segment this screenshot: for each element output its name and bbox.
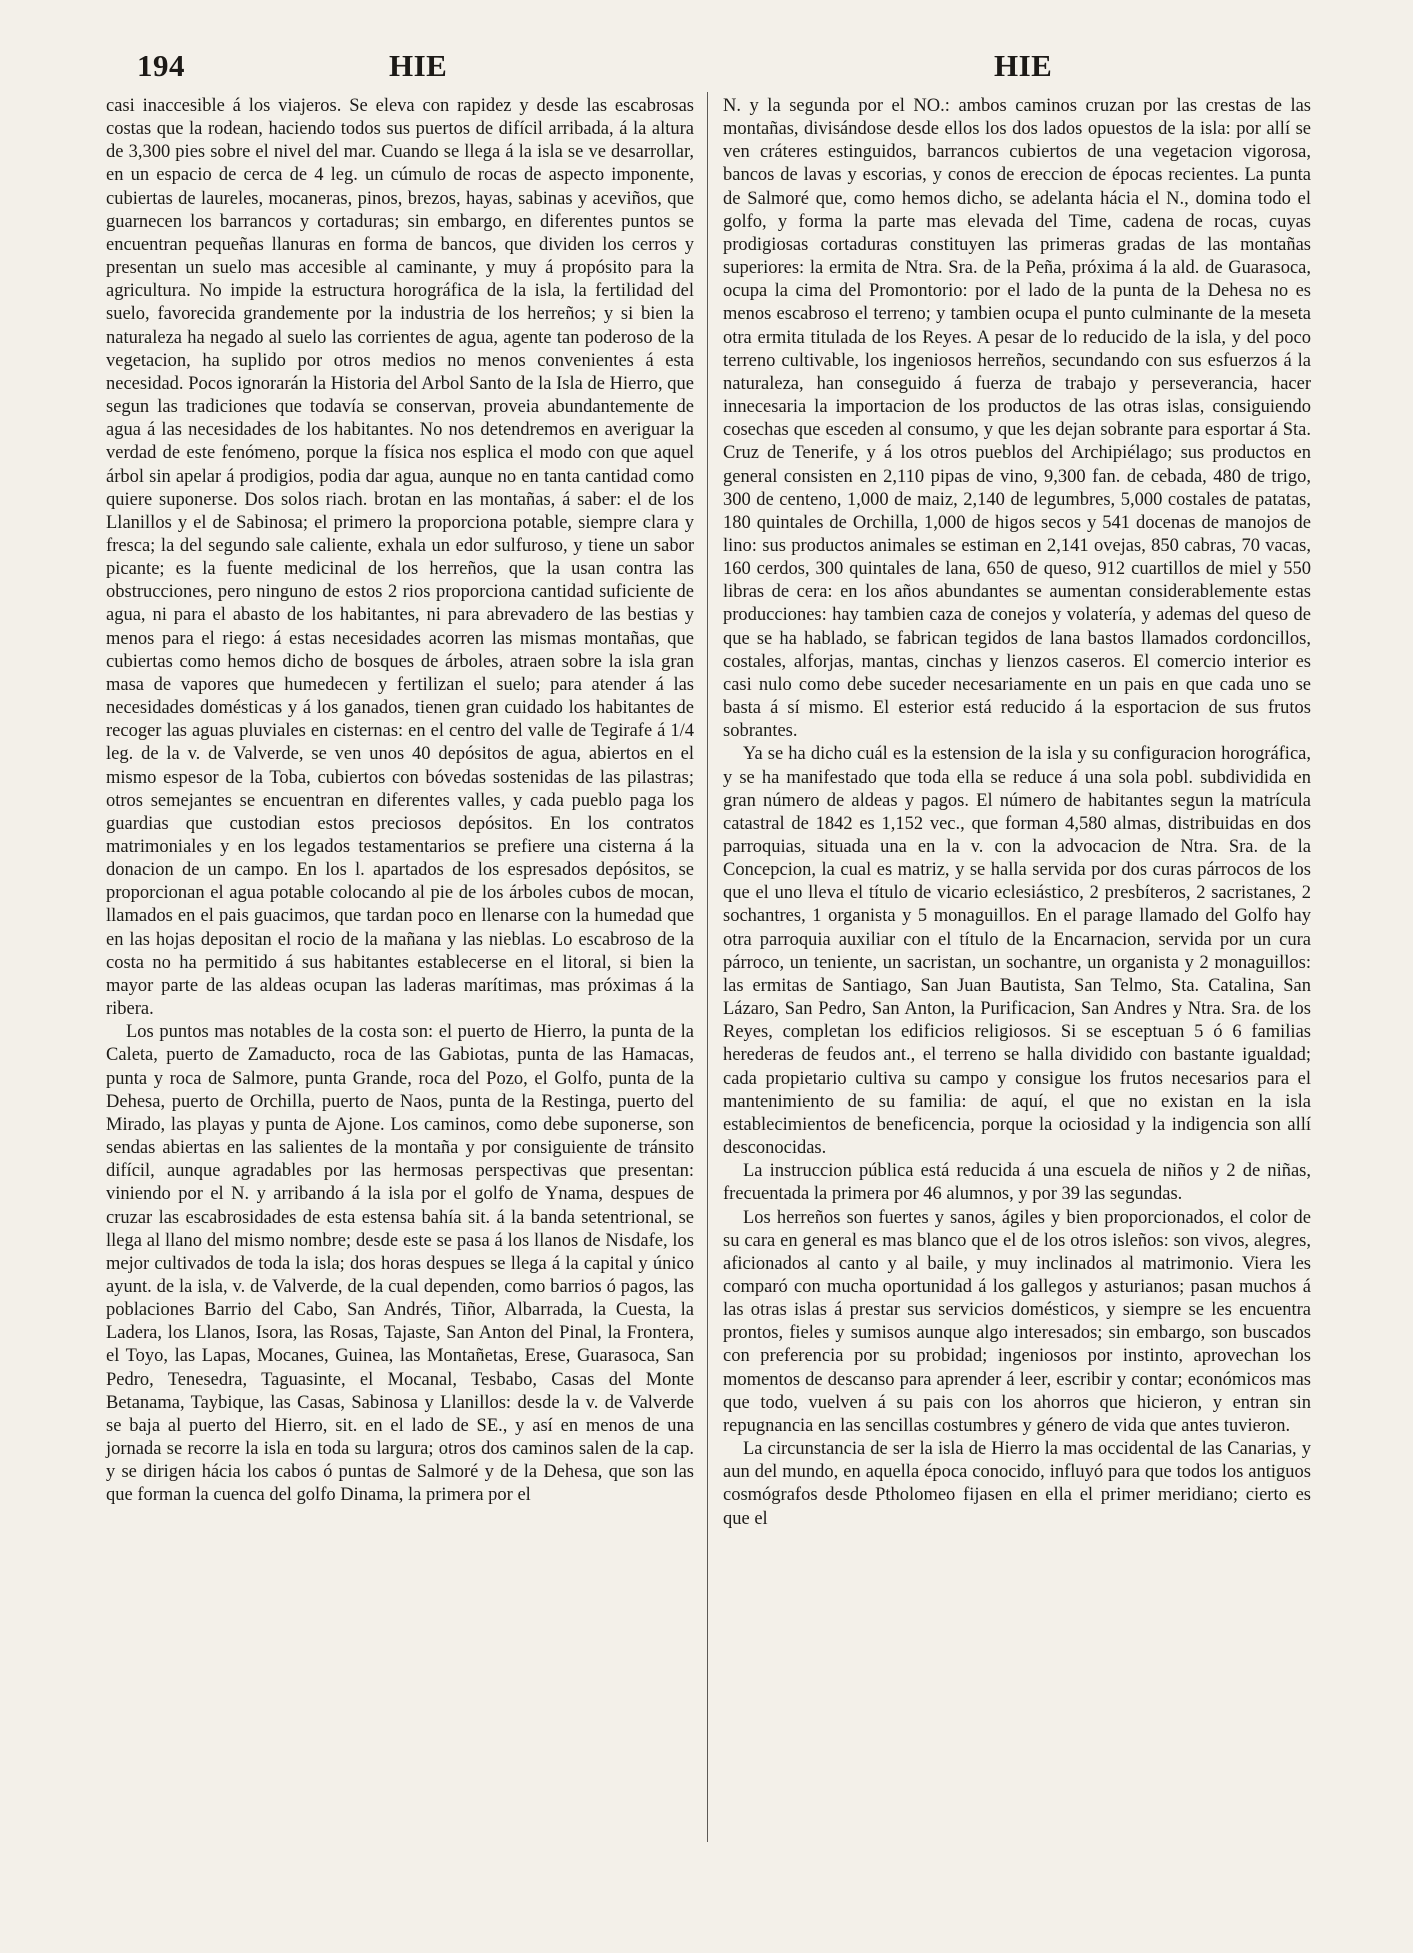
paragraph: La circunstancia de ser la isla de Hierro la mas occidental de las Canarias, y aun del mundo, en aquella época conocido, influyó para que todos los antiguos cosmógrafos desde Ptholomeo fijasen en ella el primer meridiano; cierto es que el <box>723 1439 1311 1529</box>
paragraph: La instruccion pública está reducida á una escuela de niños y 2 de niñas, frecuentada la primera por 46 alumnos, y por 39 las segundas. <box>723 1161 1311 1205</box>
paragraph: Los herreños son fuertes y sanos, ágiles y bien proporcionados, el color de su cara en general es mas blanco que el de los otros isleños: son vivos, alegres, aficionados al canto y al baile, y muy inclinados al matrimonio. Viera les comparó con mucha oportunidad á los gallegos y asturianos; pasan muchos á las otras islas á prestar sus servicios domésticos, y siempre se les encuentra prontos, fieles y sumisos aunque algo interesados; sin embargo, son buscados con preferencia por su probidad; ingeniosos por instinto, aprovechan los momentos de descanso para aprender á leer, escribir y contar; económicos mas que todo, vuelven á su pais con los ahorros que hicieron, y entran sin repugnancia en las sencillas costumbres y género de vida que antes tuvieron. <box>723 1207 1311 1436</box>
running-head-left: HIE <box>389 48 448 83</box>
running-head-right: HIE <box>994 48 1053 83</box>
left-column <box>106 95 694 1508</box>
paragraph: N. y la segunda por el NO.: ambos caminos cruzan por las crestas de las montañas, divisándose desde ellos los dos lados opuestos de la isla: por allí se ven cráteres estinguidos, barrancos cubiertos de una vegetacion vigorosa, bancos de lavas y escorias, y conos de ereccion de épocas recientes. La punta de Salmoré que, como hemos dicho, se adelanta hácia el N., domina todo el golfo, y forma la parte mas elevada del Time, cadena de rocas, cuyas prodigiosas cortaduras constituyen las primeras gradas de las montañas superiores: la ermita de Ntra. Sra. de la Peña, próxima á la ald. de Guarasoca, ocupa la cima del Promontorio: por el lado de la punta de la Dehesa no es menos escabroso el terreno; y tambien ocupa el punto culminante de la meseta otra ermita titulada de los Reyes. A pesar de lo reducido de la isla, y del poco terreno cultivable, los ingeniosos herreños, secundando con sus esfuerzos á la naturaleza, han conseguido á fuerza de trabajo y perseverancia, hacer innecesaria la importacion de los productos de las otras islas, consiguiendo cosechas que esceden al consumo, y que les dejan sobrante para esportar á Sta. Cruz de Tenerife, y á los otros pueblos del Archipiélago; sus productos en general consisten en 2,110 pipas de vino, 9,300 fan. de cebada, 480 de trigo, 300 de centeno, 1,000 de maiz, 2,140 de legumbres, 5,000 costales de patatas, 180 quintales de Orchilla, 1,000 de higos secos y 541 docenas de manojos de lino: sus productos animales se estiman en 2,141 ovejas, 850 cabras, 70 vacas, 160 cerdos, 300 quintales de lana, 650 de queso, 912 cuartillos de miel y 550 libras de cera: en los años abundantes se aumentan considerablemente estas producciones: hay tambien caza de conejos y volatería, y ademas del queso de que se ha hablado, se fabrican tegidos de lana bastos llamados cordoncillos, costales, alforjas, mantas, cinchas y lienzos caseros. El comercio interior es casi nulo como debe suceder necesariamente en un pais en que cada uno se basta á sí mismo. El esterior está reducido á la esportacion de sus frutos sobrantes. <box>723 96 1311 742</box>
column-divider <box>707 92 708 1842</box>
paragraph: casi inaccesible á los viajeros. Se eleva con rapidez y desde las escabrosas costas que la rodean, haciendo todos sus puertos de difícil arribada, á la altura de 3,300 pies sobre el nivel del mar. Cuando se llega á la isla se ve desarrollar, en un espacio de cerca de 4 leg. un cúmulo de rocas de aspecto imponente, cubiertas de laureles, mocaneras, pinos, brezos, hayas, sabinas y aceviños, que guarnecen los barrancos y cortaduras; sin embargo, en diferentes puntos se encuentran pequeñas llanuras en forma de bancos, que dividen los cerros y presentan un suelo mas accesible al caminante, y muy á propósito para la agricultura. No impide la estructura horográfica de la isla, la fertilidad del suelo, favorecida grandemente por la industria de los herreños; y si bien la naturaleza ha negado al suelo las corrientes de agua, agente tan poderoso de la vegetacion, ha suplido por otros medios no menos convenientes á esta necesidad. Pocos ignorarán la Historia del Arbol Santo de la Isla de Hierro, que segun las tradiciones que todavía se conservan, proveia abundantemente de agua á las necesidades de los habitantes. No nos detendremos en averiguar la verdad de este fenómeno, porque la física nos esplica el modo con que aquel árbol sin apelar á prodigios, podia dar agua, aunque no en tanta cantidad como quiere suponerse. Dos solos riach. brotan en las montañas, á saber: el de los Llanillos y el de Sabinosa; el primero la proporciona potable, siempre clara y fresca; la del segundo sale caliente, exhala un edor sulfuroso, y tiene un sabor picante; es la fuente medicinal de los herreños, que la usan contra las obstrucciones, pero ninguno de estos 2 rios proporciona cantidad suficiente de agua, ni para el abasto de los habitantes, ni para abrevadero de las bestias y menos para el riego: á estas necesidades acorren las mismas montañas, que cubiertas como hemos dicho de bosques de árboles, atraen sobre la isla gran masa de vapores que humedecen y fertilizan el suelo; para atender á las necesidades domésticas y á los ganados, tienen gran cuidado los habitantes de recoger las aguas pluviales en cisternas: en el centro del valle de Tegirafe á 1/4 leg. de la v. de Valverde, se ven unos 40 depósitos de agua, abiertos en el mismo espesor de la Toba, cubiertos con bóvedas sostenidas de las pilastras; otros semejantes se encuentran en diferentes valles, y cada pueblo paga los guardias que custodian estos preciosos depósitos. En los contratos matrimoniales y en los legados testamentarios se prefiere una cisterna á la donacion de un campo. En los l. apartados de los espresados depósitos, se proporcionan el agua potable colocando al pie de los árboles cubos de mocan, llamados en el pais guacimos, que tardan poco en llenarse con la humedad que en las hojas depositan el rocio de la mañana y las nieblas. Lo escabroso de la costa no ha permitido á sus habitantes establecerse en el litoral, si bien la mayor parte de las aldeas ocupan las laderas marítimas, mas próximas á la ribera. <box>106 96 694 1020</box>
paragraph: Los puntos mas notables de la costa son: el puerto de Hierro, la punta de la Caleta, puerto de Zamaducto, roca de las Gabiotas, punta de las Hamacas, punta y roca de Salmore, punta Grande, roca del Pozo, el Golfo, punta de la Dehesa, puerto de Orchilla, puerto de Naos, punta de la Restinga, puerto del Mirado, las playas y punta de Ajone. Los caminos, como debe suponerse, son sendas abiertas en las salientes de la montaña y por consiguiente de tránsito difícil, aunque agradables por las hermosas perspectivas que presentan: viniendo por el N. y arribando á la isla por el golfo de Ynama, despues de cruzar las escabrosidades de esta estensa bahía sit. á la banda setentrional, se llega al llano del mismo nombre; desde este se pasa á los llanos de Nisdafe, los mejor cultivados de toda la isla; dos horas despues se llega á la capital y único ayunt. de la isla, v. de Valverde, de la cual dependen, como barrios ó pagos, las poblaciones Barrio del Cabo, San Andrés, Tiñor, Albarrada, la Cuesta, la Ladera, los Llanos, Isora, las Rosas, Tajaste, San Anton del Pinal, la Frontera, el Toyo, las Lapas, Mocanes, Guinea, las Montañetas, Erese, Guarasoca, San Pedro, Tenesedra, Taguasinte, el Mocanal, Tesbabo, Casas del Monte Betanama, Taybique, las Casas, Sabinosa y Llanillos: desde la v. de Valverde se baja al puerto del Hierro, sit. en el lado de SE., y así en menos de una jornada se recorre la isla en toda su largura; otros dos caminos salen de la cap. y se dirigen hácia los cabos ó puntas de Salmoré y de la Dehesa, que son las que forman la cuenca del golfo Dinama, la primera por el <box>106 1022 694 1506</box>
page-number: 194 <box>137 48 185 83</box>
paragraph: Ya se ha dicho cuál es la estension de la isla y su configuracion horográfica, y se ha manifestado que toda ella se reduce á una sola pobl. subdividida en gran número de aldeas y pagos. El número de habitantes segun la matrícula catastral de 1842 es 1,152 vec., que forman 4,580 almas, distribuidas en dos parroquias, situada una en la v. con la advocacion de Ntra. Sra. de la Concepcion, la cual es matriz, y se halla servida por dos curas párrocos de los que el uno lleva el título de vicario eclesiástico, 2 presbíteros, 2 sacristanes, 2 sochantres, 1 organista y 5 monaguillos. En el parage llamado del Golfo hay otra parroquia auxiliar con el título de la Encarnacion, servida por un cura párroco, un teniente, un sacristan, un sochantre, un organista y 2 monaguillos: las ermitas de Santiago, San Juan Bautista, San Telmo, Sta. Catalina, San Lázaro, San Pedro, San Anton, la Purificacion, San Andres y Ntra. Sra. de los Reyes, completan los edificios religiosos. Si se esceptuan 5 ó 6 familias herederas de feudos ant., el terreno se halla dividido con bastante igualdad; cada propietario cultiva su campo y consigue los frutos necesarios para el mantenimiento de su familia: de aquí, el que no existan en la isla establecimientos de beneficencia, porque la ociosidad y la indigencia son allí desconocidas. <box>723 744 1311 1159</box>
right-column <box>723 95 1311 1531</box>
